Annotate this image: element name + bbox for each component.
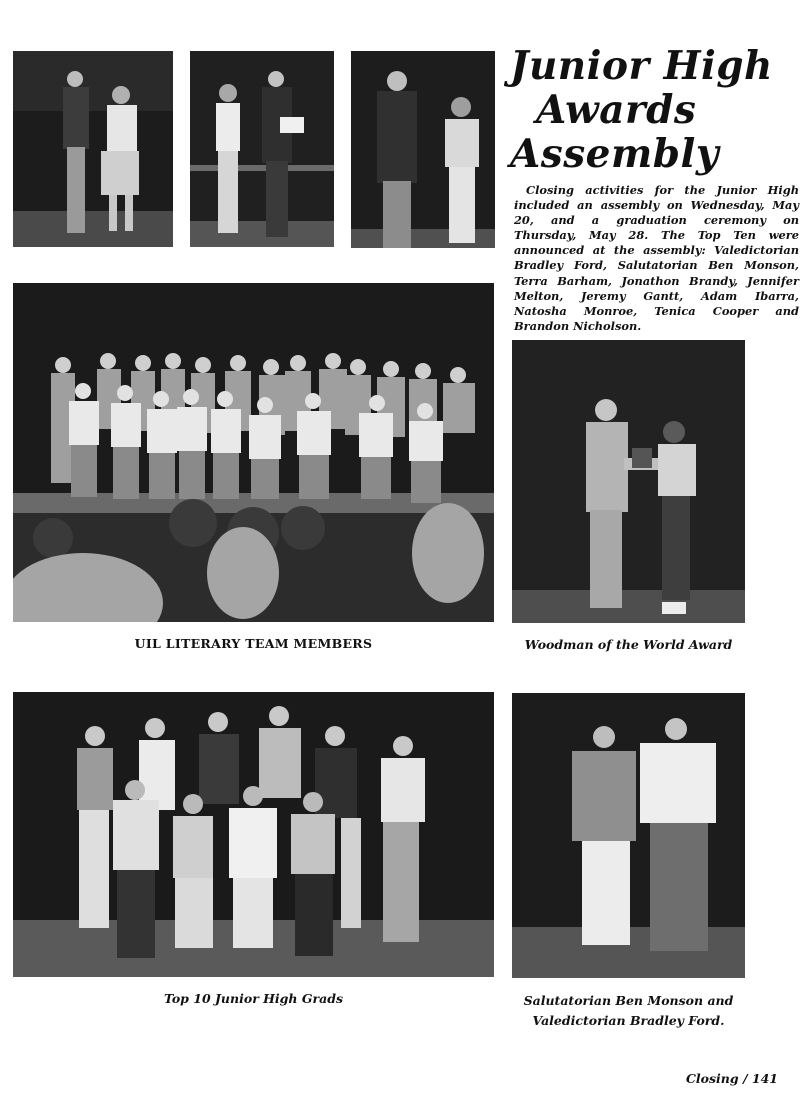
title-line-3: Assembly: [510, 131, 719, 177]
caption-literary-team: UIL LITERARY TEAM MEMBERS: [134, 636, 373, 651]
intro-paragraph: Closing activities for the Junior High included an assembly on Wednesday, May 20, and a graduation ceremony on Thursday, May 28. The Top Ten were announced at the assembly: Valedictorian Bradley Ford, Salutatorian Ben Monson, Terra Barham, Jonathon Brandy, Jennifer Melton, Jeremy Gantt, Adam Ibarra, Natosha Monroe, Tenica Cooper and Brandon Nicholson.: [514, 183, 799, 333]
title-line-2: Awards: [536, 87, 697, 133]
photo-salutatorian-valedictorian: [512, 693, 745, 978]
photo-woodman-award: [512, 340, 745, 623]
caption-sal-val-line-2: Valedictorian Bradley Ford.: [532, 1013, 725, 1028]
photo-award-handshake-3: [351, 51, 495, 248]
photo-award-handshake-1: [13, 51, 173, 247]
page-footer: Closing / 141: [685, 1071, 778, 1086]
caption-sal-val: [505, 991, 752, 1031]
photo-literary-team: [13, 283, 494, 622]
photo-award-handshake-2: [190, 51, 334, 247]
title-line-1: Junior High: [510, 43, 773, 89]
page-title: [510, 44, 790, 176]
caption-sal-val-line-1: Salutatorian Ben Monson and: [523, 993, 734, 1008]
photo-top-10-grads: [13, 692, 494, 977]
caption-top-10: Top 10 Junior High Grads: [163, 991, 344, 1006]
caption-woodman-award: Woodman of the World Award: [524, 637, 733, 652]
